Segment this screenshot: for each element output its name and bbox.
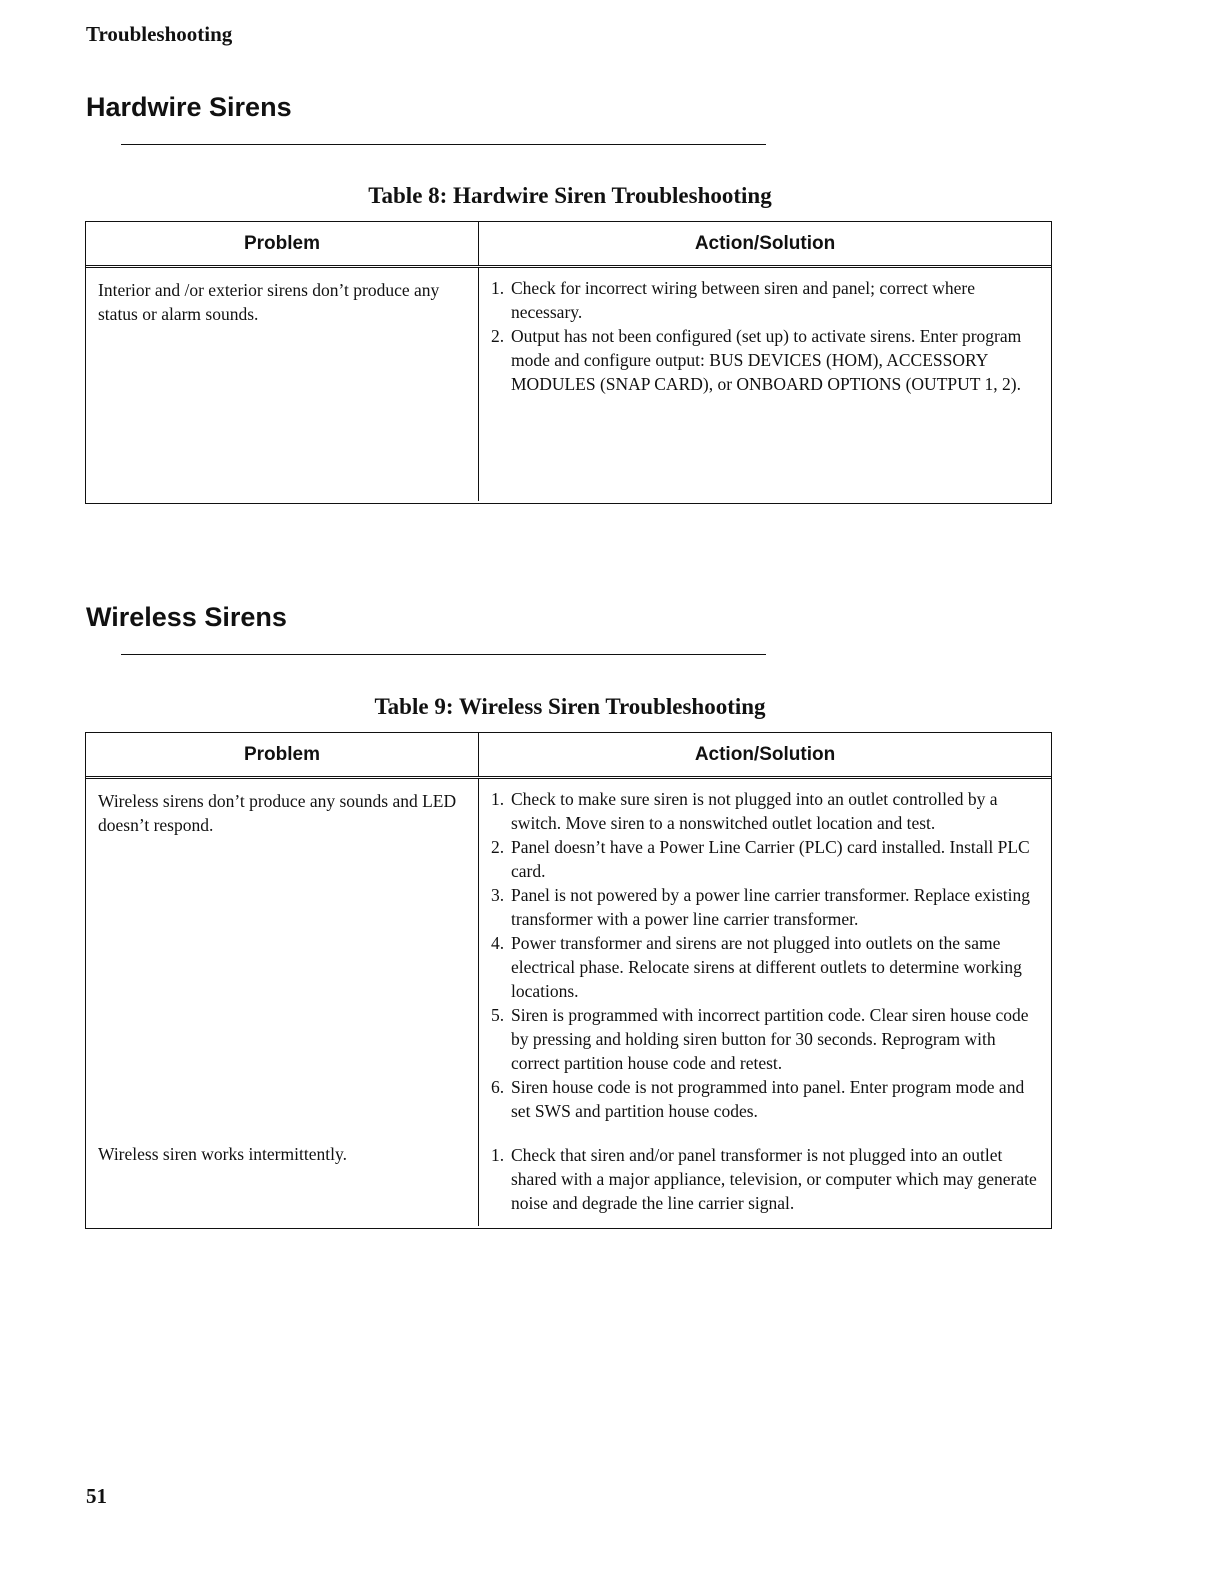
problem-cell: Interior and /or exterior sirens don’t produce any status or alarm sounds.: [86, 268, 479, 501]
table-caption: Table 8: Hardwire Siren Troubleshooting: [368, 183, 772, 208]
table-caption: Table 9: Wireless Siren Troubleshooting: [374, 694, 766, 719]
step-text: Output has not been configured (set up) to activate sirens. Enter program mode and configure output: BUS DEVICES (HOM), ACCESSORY MODULES (SNAP CARD), or ONBOARD OPTIONS (OUTPUT 1, 2).: [511, 326, 1022, 394]
step-text: Check to make sure siren is not plugged into an outlet controlled by a switch. Move siren to a nonswitched outlet location and test.: [511, 789, 998, 833]
step-number: 3.: [491, 885, 505, 905]
section-divider: [121, 654, 766, 655]
step-number: 6.: [491, 1077, 505, 1097]
action-step: [491, 276, 1041, 324]
action-cell: [479, 779, 1051, 1123]
action-step: [491, 931, 1041, 1003]
step-number: 1.: [491, 789, 505, 809]
section-divider: [121, 144, 766, 145]
column-header-action: Action/Solution: [694, 232, 836, 254]
hardwire-siren-table: [85, 221, 1052, 504]
action-step: [491, 1075, 1041, 1123]
action-step: [491, 324, 1041, 396]
table-row: [86, 268, 1051, 501]
step-text: Siren is programmed with incorrect partition code. Clear siren house code by pressing and holding siren button for 30 seconds. Reprogram with correct partition house code and retest.: [511, 1005, 1029, 1073]
step-text: Siren house code is not programmed into panel. Enter program mode and set SWS and partition house codes.: [511, 1077, 1025, 1121]
action-step: [491, 835, 1041, 883]
section-title-hardwire: Hardwire Sirens: [86, 92, 292, 122]
column-header-problem: Problem: [86, 733, 479, 776]
column-header-action: Action/Solution: [694, 743, 836, 765]
step-text: Check that siren and/or panel transformer is not plugged into an outlet shared with a major appliance, television, or computer which may generate noise and degrade the line carrier signal.: [511, 1145, 1037, 1213]
step-number: 5.: [491, 1005, 505, 1025]
table-header-row: [86, 733, 1051, 779]
action-step: [491, 883, 1041, 931]
section-title-wireless: Wireless Sirens: [86, 602, 287, 632]
action-step: [491, 1143, 1041, 1215]
step-text: Panel doesn’t have a Power Line Carrier (PLC) card installed. Install PLC card.: [511, 837, 1030, 881]
problem-cell: Wireless sirens don’t produce any sounds and LED doesn’t respond.: [98, 791, 457, 835]
step-number: 1.: [491, 278, 505, 298]
step-number: 2.: [491, 326, 505, 346]
step-text: Check for incorrect wiring between siren and panel; correct where necessary.: [511, 278, 976, 322]
step-number: 4.: [491, 933, 505, 953]
page-number: 51: [86, 1484, 107, 1508]
table-header-row: [86, 222, 1051, 268]
step-number: 2.: [491, 837, 505, 857]
step-number: 1.: [491, 1145, 505, 1165]
problem-cell: Wireless siren works intermittently.: [98, 1144, 347, 1164]
action-cell: [479, 1135, 1051, 1215]
column-header-problem: Problem: [86, 222, 479, 265]
step-text: Power transformer and sirens are not plugged into outlets on the same electrical phase. Relocate sirens at different outlets to determine working locations.: [511, 933, 1022, 1001]
action-step: [491, 787, 1041, 835]
action-step: [491, 1003, 1041, 1075]
running-head: Troubleshooting: [86, 22, 233, 46]
action-cell: [479, 268, 1051, 501]
step-text: Panel is not powered by a power line carrier transformer. Replace existing transformer with a power line carrier transformer.: [511, 885, 1030, 929]
problem-column: [86, 779, 479, 1226]
wireless-siren-table: [85, 732, 1052, 1229]
table-body: [86, 779, 1051, 1226]
action-column: [479, 779, 1051, 1226]
